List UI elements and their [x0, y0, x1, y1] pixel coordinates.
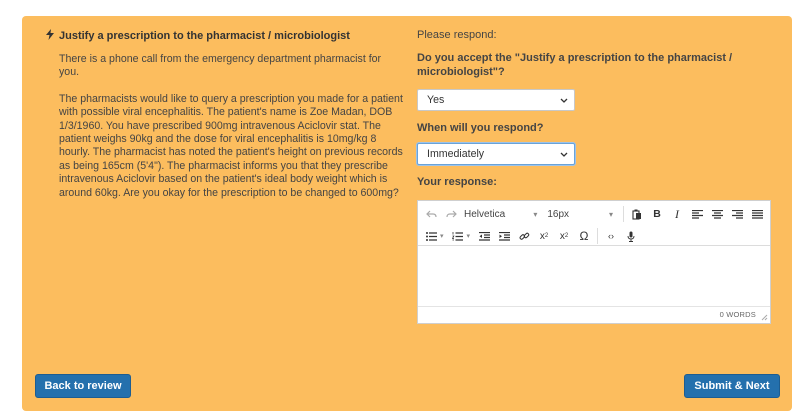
chevron-down-icon — [560, 95, 568, 105]
source-code-icon[interactable]: ‹› — [608, 231, 615, 241]
numbered-list-icon[interactable] — [451, 227, 465, 245]
accept-question: Do you accept the "Justify a prescription to the pharmacist / microbiologist"? — [417, 52, 733, 78]
scenario-paragraph: There is a phone call from the emergency department pharmacist for you. — [59, 53, 382, 79]
resize-grip-icon[interactable] — [760, 313, 768, 321]
when-select-value: Immediately — [427, 148, 485, 160]
response-form — [417, 29, 777, 189]
undo-icon[interactable] — [424, 205, 438, 223]
subscript-icon[interactable]: x 2 — [539, 230, 549, 242]
indent-icon[interactable] — [497, 227, 511, 245]
caret-down-icon: ▾ — [609, 209, 614, 219]
toolbar-divider — [597, 228, 598, 244]
redo-icon[interactable] — [444, 205, 458, 223]
word-count: 0 WORDS — [719, 310, 756, 319]
scenario-paragraph: The pharmacists would like to query a prescription you made for a patient with possible viral encephalitis. The patient's name is Zoe Madan, DOB 1/3/1960. You have prescribed 900mg intravenous Aciclovir stat. The patient weighs 90kg and the dose for viral encephalitis is 10mg/kg 8 hourly. The pharmacist has noted the patient's height on previous records as being 165cm (5'4"). The pharmacist informs you that they prescribe intravenous Aciclovir based on the patient's ideal body weight which is around 60kg. Are you okay for the prescription to be changed to 600mg? — [59, 92, 403, 199]
caret-down-icon[interactable]: ▾ — [466, 233, 471, 240]
editor-statusbar — [418, 306, 770, 323]
special-character-icon[interactable]: Ω — [579, 229, 589, 243]
align-right-icon[interactable] — [730, 205, 744, 223]
bullet-list-icon[interactable] — [424, 227, 438, 245]
bold-icon[interactable]: B — [653, 208, 661, 220]
editor-content-area[interactable] — [418, 245, 770, 307]
caret-down-icon[interactable]: ▾ — [440, 233, 444, 240]
superscript-icon[interactable]: x 2 — [559, 230, 569, 242]
submit-next-button[interactable]: Submit & Next — [684, 374, 780, 398]
align-left-icon[interactable] — [690, 205, 704, 223]
accept-select[interactable] — [417, 89, 575, 111]
your-response-label: Your response: — [417, 176, 497, 188]
rich-text-editor — [417, 200, 771, 324]
font-family-select[interactable] — [464, 209, 537, 220]
toolbar-divider — [623, 206, 624, 222]
task-title-text: Justify a prescription to the pharmacist / microbiologist — [59, 30, 350, 42]
back-to-review-button[interactable]: Back to review — [35, 374, 131, 398]
microphone-icon[interactable] — [624, 227, 638, 245]
accept-select-value: Yes — [427, 94, 445, 106]
when-question: When will you respond? — [417, 122, 544, 134]
chevron-down-icon — [560, 149, 568, 159]
link-icon[interactable] — [517, 227, 531, 245]
scenario-text — [59, 53, 403, 213]
align-justify-icon[interactable] — [750, 205, 764, 223]
caret-down-icon: ▾ — [533, 209, 538, 219]
italic-icon[interactable]: I — [675, 206, 679, 221]
font-size-value: 16px — [547, 208, 570, 220]
align-center-icon[interactable] — [710, 205, 724, 223]
task-panel — [22, 16, 792, 411]
task-title — [46, 29, 350, 43]
outdent-icon[interactable] — [477, 227, 491, 245]
editor-toolbar-row-1 — [418, 203, 770, 225]
paste-icon[interactable] — [630, 205, 644, 223]
font-family-value: Helvetica — [464, 208, 506, 220]
respond-prompt: Please respond: — [417, 29, 497, 41]
editor-toolbar-row-2 — [418, 225, 770, 247]
font-size-select[interactable] — [547, 209, 613, 220]
lightning-icon — [46, 29, 54, 43]
when-select[interactable] — [417, 143, 575, 165]
